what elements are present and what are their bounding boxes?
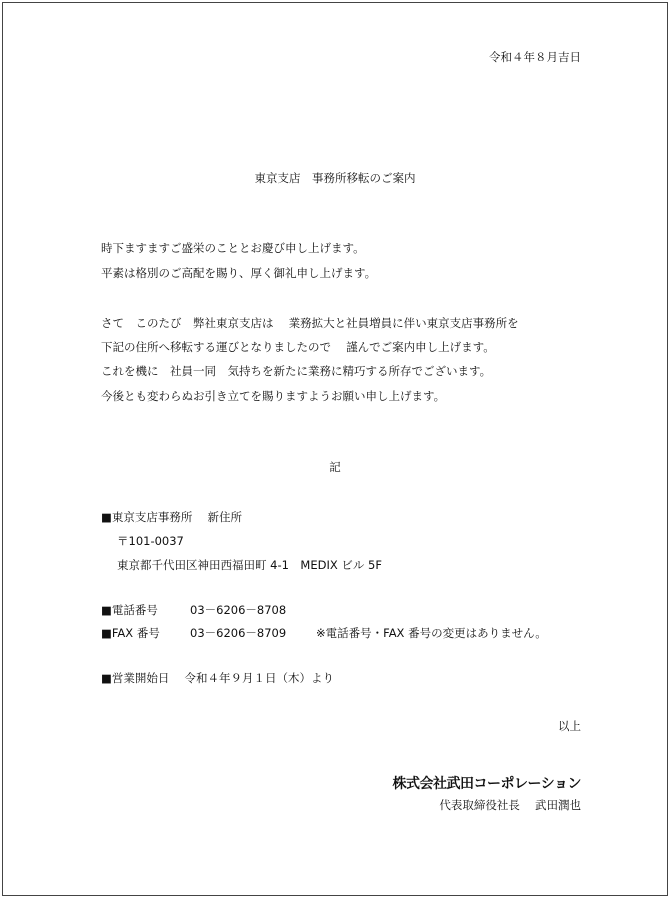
greeting-line-1: 時下ますますご盛栄のこととお慶び申し上げます。 (101, 241, 365, 255)
greeting-line-2: 平素は格別のご高配を賜り、厚く御礼申し上げます。 (101, 266, 377, 280)
body-line-1: さて このたび 弊社東京支店は 業務拡大と社員増員に伴い東京支店事務所を (101, 316, 519, 330)
fax-label: ■FAX 番号 (101, 626, 160, 640)
letter-date: 令和４年８月吉日 (489, 50, 581, 64)
ceo-signature: 代表取締役社長 武田潤也 (439, 798, 581, 812)
closing-word: 以上 (558, 719, 581, 733)
ki-heading: 記 (329, 460, 341, 474)
opening-date: ■営業開始日 令和４年９月１日（木）より (101, 671, 335, 685)
letter-page (2, 2, 668, 896)
address-line: 東京都千代田区神田西福田町 4-1 MEDIX ビル 5F (117, 558, 382, 572)
phone-label: ■電話番号 (101, 603, 158, 617)
fax-number: 03－6206－8709 (190, 626, 287, 640)
body-line-4: 今後とも変わらぬお引き立てを賜りますようお願い申し上げます。 (101, 389, 446, 403)
phone-number: 03－6206－8708 (190, 603, 287, 617)
body-line-2: 下記の住所へ移転する運びとなりましたので 謹んでご案内申し上げます。 (101, 340, 495, 354)
number-change-note: ※電話番号・FAX 番号の変更はありません。 (316, 626, 547, 640)
address-heading: ■東京支店事務所 新住所 (101, 510, 243, 524)
company-name: 株式会社武田コーポレーション (392, 776, 581, 792)
postal-code: 〒101-0037 (117, 534, 184, 548)
letter-title: 東京支店 事務所移転のご案内 (254, 171, 416, 185)
body-line-3: これを機に 社員一同 気持ちを新たに業務に精巧する所存でございます。 (101, 364, 492, 378)
